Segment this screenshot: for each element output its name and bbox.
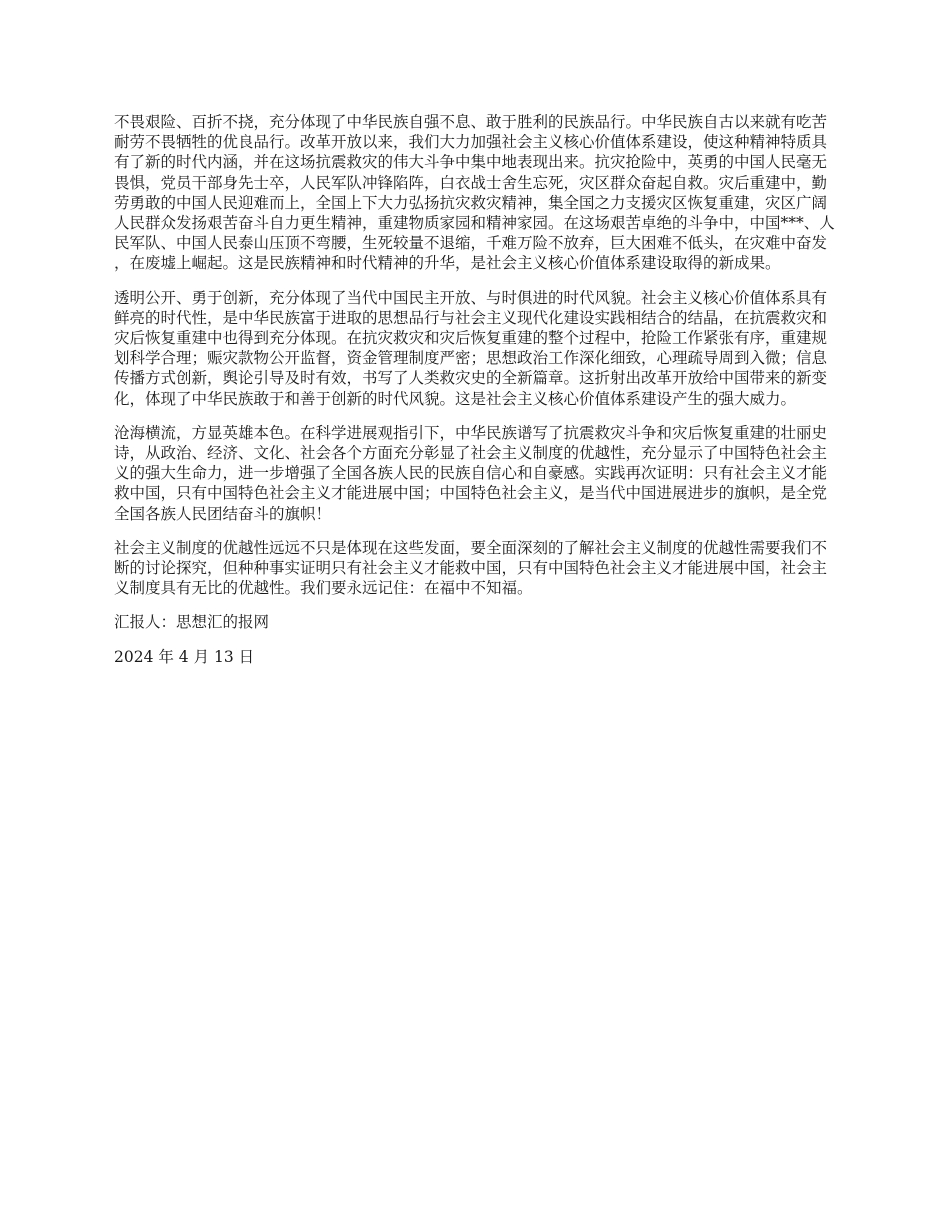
paragraph-2: 透明公开、勇于创新，充分体现了当代中国民主开放、与时俱进的时代风貌。社会主义核心价值体系具有鲜亮的时代性，是中华民族富于进取的思想品行与社会主义现代化建设实践相结合的结晶，在抗震救灾和灾后恢复重建中也得到充分体现。在抗灾救灾和灾后恢复重建的整个过程中，抢险工作紧张有序，重建规划科学合理；赈灾款物公开监督，资金管理制度严密；思想政治工作深化细致，心理疏导周到入微；信息传播方式创新，舆论引导及时有效，书写了人类救灾史的全新篇章。这折射出改革开放给中国带来的新变化，体现了中华民族敢于和善于创新的时代风貌。这是社会主义核心价值体系建设产生的强大威力。 xyxy=(114,288,828,408)
paragraph-4: 社会主义制度的优越性远远不只是体现在这些发面，要全面深刻的了解社会主义制度的优越性需要我们不断的讨论探究，但种种事实证明只有社会主义才能救中国，只有中国特色社会主义才能进展中国，社会主义制度具有无比的优越性。我们要永远记住：在福中不知福。 xyxy=(114,538,828,598)
date-line: 2024 年 4 月 13 日 xyxy=(114,647,255,666)
paragraph-1: 不畏艰险、百折不挠，充分体现了中华民族自强不息、敢于胜利的民族品行。中华民族自古以来就有吃苦耐劳不畏牺牲的优良品行。改革开放以来，我们大力加强社会主义核心价值体系建设，使这种精神特质具有了新的时代内涵，并在这场抗震救灾的伟大斗争中集中地表现出来。抗灾抢险中，英勇的中国人民毫无畏惧，党员干部身先士卒，人民军队冲锋陷阵，白衣战士舍生忘死，灾区群众奋起自救。灾后重建中，勤劳勇敢的中国人民迎难而上，全国上下大力弘扬抗灾救灾精神，集全国之力支援灾区恢复重建，灾区广阔人民群众发扬艰苦奋斗自力更生精神，重建物质家园和精神家园。在这场艰苦卓绝的斗争中，中国***、人民军队、中国人民泰山压顶不弯腰，生死较量不退缩，千难万险不放弃，巨大困难不低头，在灾难中奋发，在废墟上崛起。这是民族精神和时代精神的升华，是社会主义核心价值体系建设取得的新成果。 xyxy=(114,113,835,273)
reporter-line: 汇报人：思想汇的报网 xyxy=(114,613,270,632)
paragraph-3: 沧海横流，方显英雄本色。在科学进展观指引下，中华民族谱写了抗震救灾斗争和灾后恢复重建的壮丽史诗，从政治、经济、文化、社会各个方面充分彰显了社会主义制度的优越性，充分显示了中国特色社会主义的强大生命力，进一步增强了全国各族人民的民族自信心和自豪感。实践再次证明：只有社会主义才能救中国，只有中国特色社会主义才能进展中国；中国特色社会主义，是当代中国进展进步的旗帜，是全党全国各族人民团结奋斗的旗帜！ xyxy=(114,423,828,523)
document-body xyxy=(114,112,840,681)
